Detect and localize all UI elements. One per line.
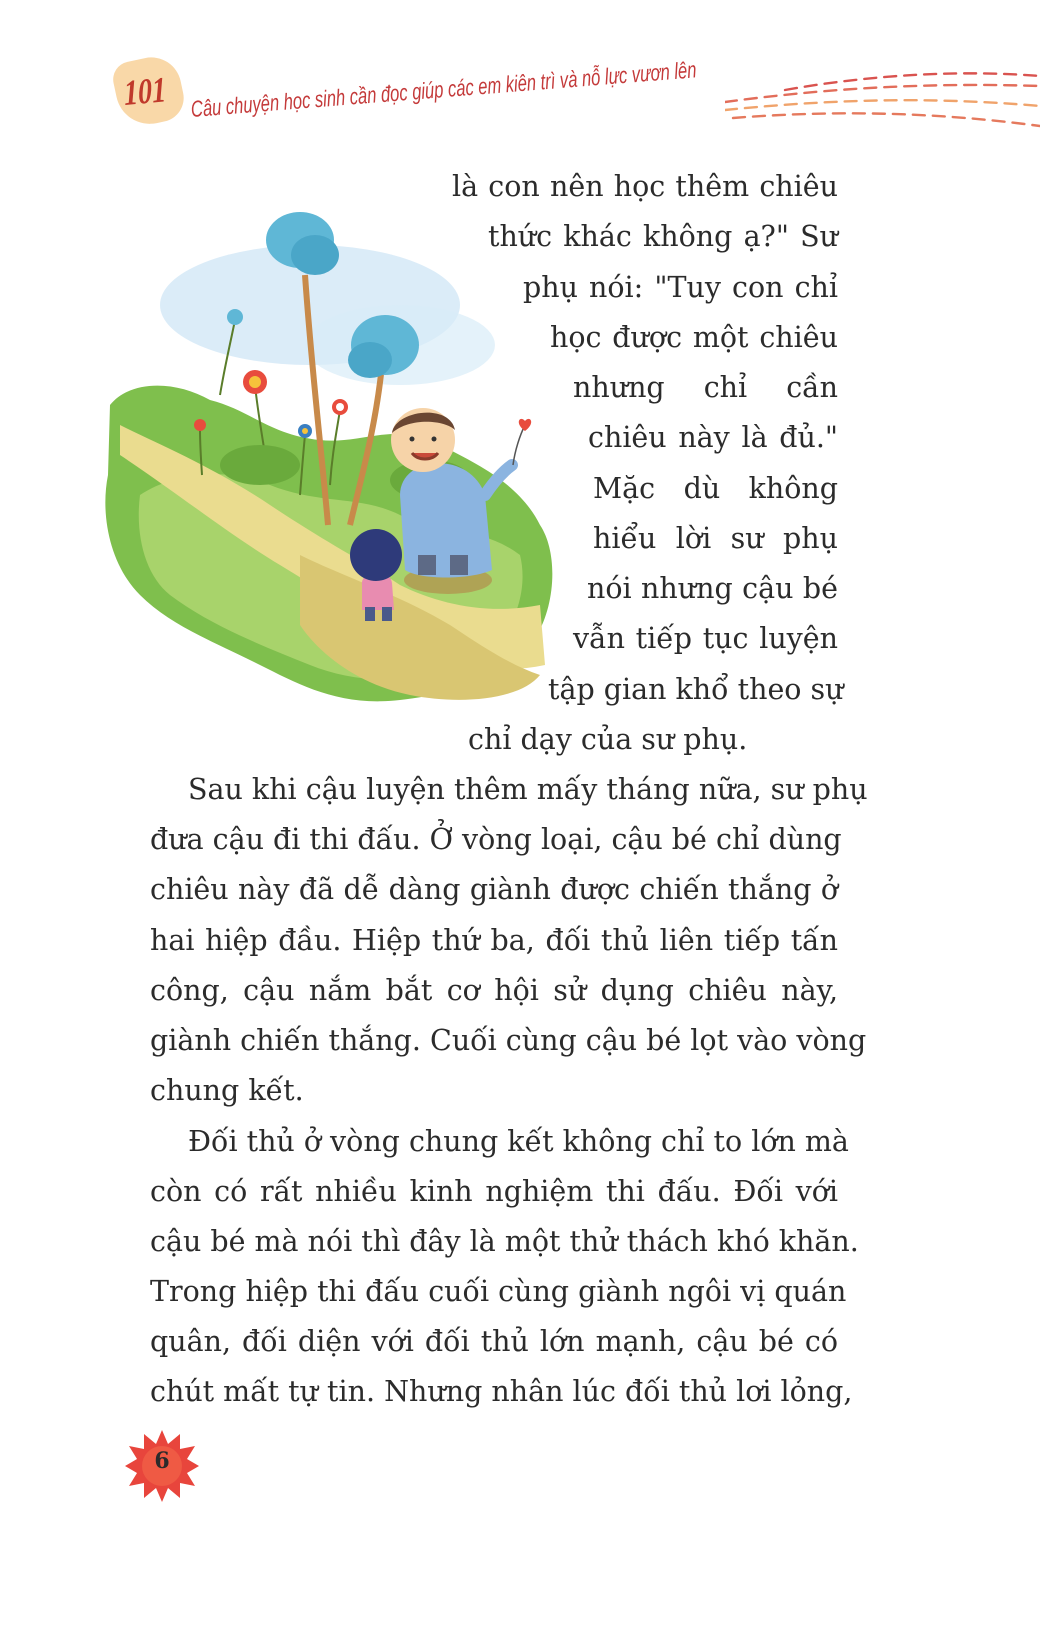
text-line: chiêu này đã dễ dàng giành được chiến thắng ở <box>150 873 838 906</box>
page-number: 6 <box>154 1448 170 1474</box>
text-line: nói nhưng cậu bé <box>587 572 838 605</box>
header-book-number: 101 <box>122 69 168 113</box>
page-header <box>110 50 1040 140</box>
text-line: Sau khi cậu luyện thêm mấy tháng nữa, sư phụ <box>188 773 868 806</box>
text-line: công, cậu nắm bắt cơ hội sử dụng chiêu này, <box>150 974 838 1007</box>
text-line: vẫn tiếp tục luyện <box>573 622 838 655</box>
text-line: Đối thủ ở vòng chung kết không chỉ to lớn mà <box>188 1125 849 1158</box>
text-line: hai hiệp đầu. Hiệp thứ ba, đối thủ liên tiếp tấn <box>150 924 838 957</box>
text-line: chiêu này là đủ." <box>588 421 838 454</box>
text-line: chút mất tự tin. Nhưng nhân lúc đối thủ lơi lỏng, <box>150 1375 853 1408</box>
story-illustration <box>100 195 565 715</box>
text-line: Mặc dù không <box>593 472 838 505</box>
text-line: tập gian khổ theo sự <box>548 673 844 706</box>
text-line: đưa cậu đi thi đấu. Ở vòng loại, cậu bé chỉ dùng <box>150 823 842 856</box>
text-line: nhưng chỉ cần <box>573 371 838 404</box>
text-line: chỉ dạy của sư phụ. <box>468 723 748 756</box>
text-line: cậu bé mà nói thì đây là một thử thách khó khăn. <box>150 1225 859 1258</box>
text-line: học được một chiêu <box>550 321 838 354</box>
header-book-title: Câu chuyện học sinh cần đọc giúp các em kiên trì và nỗ lực vươn lên <box>189 56 698 123</box>
text-line: còn có rất nhiều kinh nghiệm thi đấu. Đối với <box>150 1175 838 1208</box>
text-line: hiểu lời sư phụ <box>593 522 838 555</box>
text-line: Trong hiệp thi đấu cuối cùng giành ngôi vị quán <box>150 1275 847 1308</box>
text-line: giành chiến thắng. Cuối cùng cậu bé lọt vào vòng <box>150 1024 867 1057</box>
text-line: thức khác không ạ?" Sư <box>488 220 838 253</box>
text-line: quân, đối diện với đối thủ lớn mạnh, cậu bé có <box>150 1325 838 1358</box>
text-line: là con nên học thêm chiêu <box>452 170 838 203</box>
header-decorative-dashes <box>725 60 1040 130</box>
text-line: phụ nói: "Tuy con chỉ <box>523 271 838 304</box>
text-line: chung kết. <box>150 1074 304 1107</box>
